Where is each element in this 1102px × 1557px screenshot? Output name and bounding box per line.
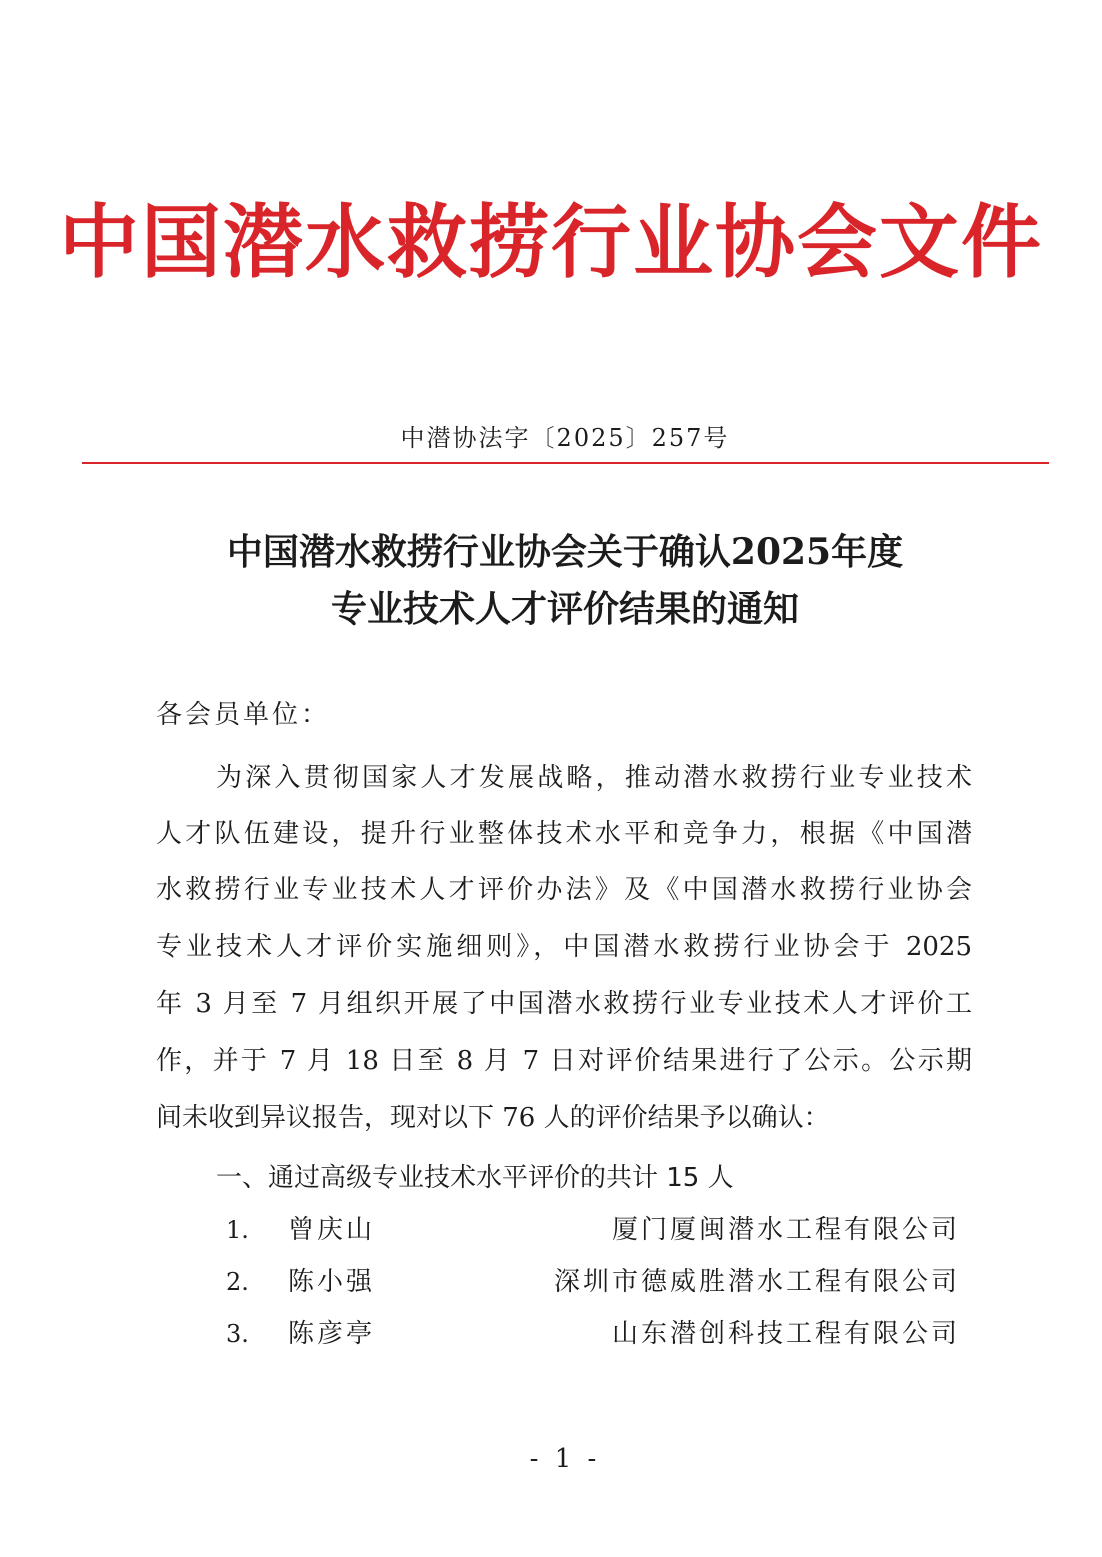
body-line: 为深入贯彻国家人才发展战略，推动潜水救捞行业专业技术 — [216, 763, 972, 793]
section-heading: 一、通过高级专业技术水平评价的共计 15 人 — [216, 1163, 734, 1193]
body-line: 年 3 月至 7 月组织开展了中国潜水救捞行业专业技术人才评价工 — [156, 989, 972, 1019]
salutation: 各会员单位： — [156, 700, 331, 730]
body-line: 作，并于 7 月 18 日至 8 月 7 日对评价结果进行了公示。公示期 — [156, 1046, 972, 1076]
notice-title-line-1: 中国潜水救捞行业协会关于确认2025年度 — [226, 531, 904, 573]
list-item-organization: 山东潜创科技工程有限公司 — [611, 1319, 960, 1349]
list-item — [0, 1316, 1102, 1356]
list-item-name: 陈小强 — [288, 1267, 376, 1297]
body-line: 人才队伍建设，提升行业整体技术水平和竞争力，根据《中国潜 — [156, 819, 972, 849]
list-item-organization: 厦门厦闽潜水工程有限公司 — [611, 1215, 960, 1245]
list-item-number: 1. — [226, 1216, 249, 1244]
notice-title-line-2: 专业技术人才评价结果的通知 — [330, 588, 799, 630]
body-line: 水救捞行业专业技术人才评价办法》及《中国潜水救捞行业协会 — [156, 875, 972, 905]
list-item-organization: 深圳市德威胜潜水工程有限公司 — [553, 1267, 960, 1297]
list-item-number: 2. — [226, 1268, 249, 1296]
list-item-name: 陈彦亭 — [288, 1319, 376, 1349]
list-item — [0, 1212, 1102, 1252]
masthead-title: 中国潜水救捞行业协会文件 — [59, 195, 1043, 289]
body-line: 间未收到异议报告，现对以下 76 人的评价结果予以确认： — [156, 1103, 830, 1133]
page-number: - 1 - — [529, 1444, 601, 1474]
body-line: 专业技术人才评价实施细则》，中国潜水救捞行业协会于 2025 — [156, 932, 972, 962]
list-item-name: 曾庆山 — [288, 1215, 376, 1245]
document-number: 中潜协法字〔2025〕257号 — [400, 424, 730, 452]
list-item-number: 3. — [226, 1320, 249, 1348]
list-item — [0, 1264, 1102, 1304]
red-divider-line — [82, 462, 1049, 464]
